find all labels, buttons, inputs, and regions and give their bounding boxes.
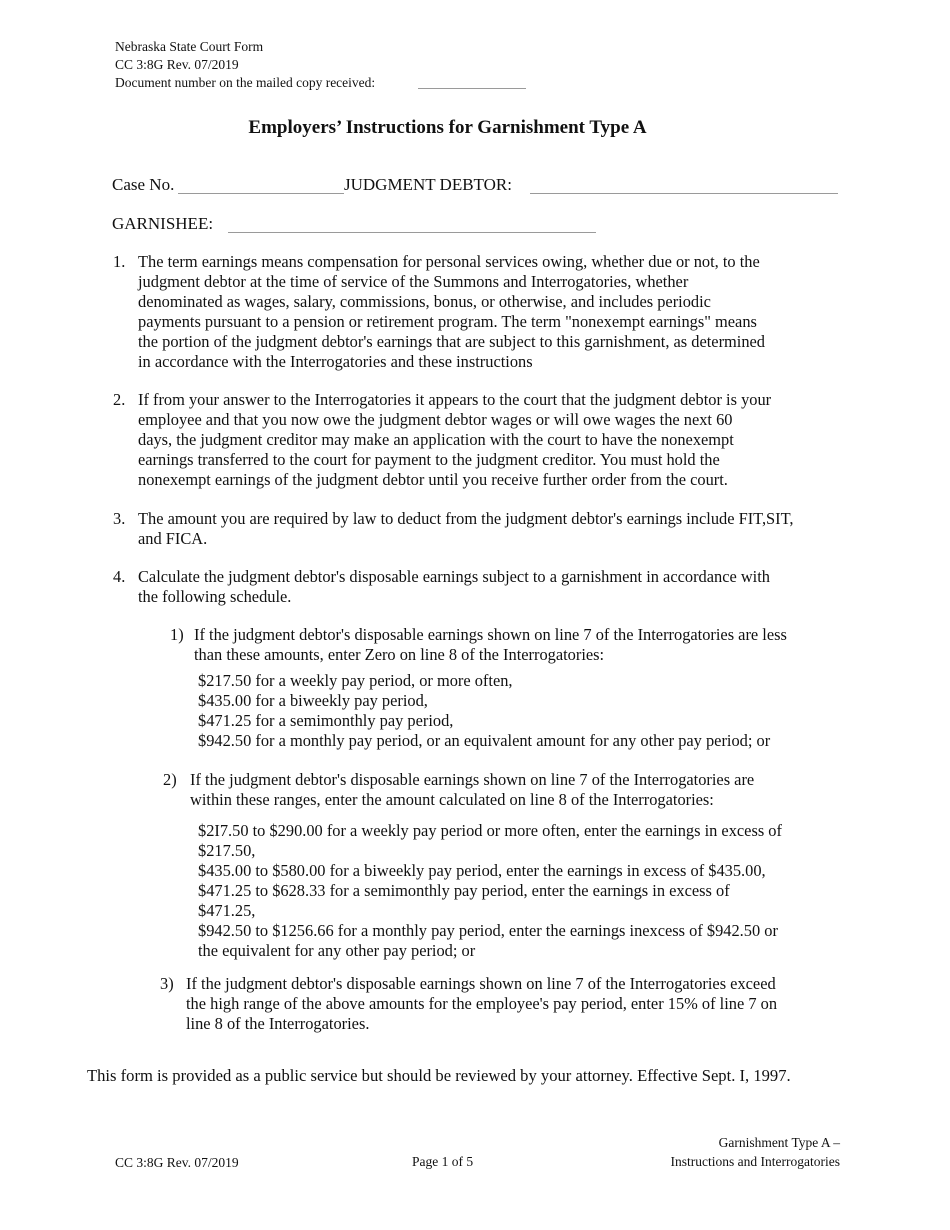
schedule-line: If the judgment debtor's disposable earnings shown on line 7 of the Interrogatories are bbox=[190, 770, 755, 789]
doc-number-field[interactable] bbox=[418, 88, 526, 89]
schedule-number: 3) bbox=[160, 974, 174, 993]
item-line: the portion of the judgment debtor's earnings that are subject to this garnishment, as determined bbox=[138, 332, 766, 351]
item-number: 2. bbox=[113, 390, 126, 409]
item-line: If from your answer to the Interrogatories it appears to the court that the judgment debtor is your bbox=[138, 390, 772, 409]
schedule-line: within these ranges, enter the amount calculated on line 8 of the Interrogatories: bbox=[190, 790, 714, 809]
item-line: The amount you are required by law to deduct from the judgment debtor's earnings include FIT,SIT, bbox=[138, 509, 794, 528]
schedule-line: than these amounts, enter Zero on line 8 of the Interrogatories: bbox=[194, 645, 605, 664]
garnishee-field[interactable] bbox=[228, 232, 596, 233]
item-number: 1. bbox=[113, 252, 126, 271]
schedule-line: If the judgment debtor's disposable earnings shown on line 7 of the Interrogatories are less bbox=[194, 625, 787, 644]
schedule-number: 1) bbox=[170, 625, 184, 644]
schedule-amount: $435.00 to $580.00 for a biweekly pay period, enter the earnings in excess of $435.00, bbox=[198, 861, 766, 880]
footer-doc-title-line2: Instructions and Interrogatories bbox=[670, 1154, 840, 1169]
header-doc-number-label: Document number on the mailed copy received: bbox=[115, 75, 376, 90]
item-line: and FICA. bbox=[138, 529, 208, 548]
schedule-number: 2) bbox=[163, 770, 177, 789]
judgment-debtor-field[interactable] bbox=[530, 193, 838, 194]
footer-doc-title-line1: Garnishment Type A – bbox=[718, 1135, 840, 1150]
item-line: in accordance with the Interrogatories and these instructions bbox=[138, 352, 533, 371]
schedule-amount: $471.25, bbox=[198, 901, 256, 920]
item-line: denominated as wages, salary, commissions, bonus, or otherwise, and includes periodic bbox=[138, 292, 711, 311]
item-line: The term earnings means compensation for personal services owing, whether due or not, to the bbox=[138, 252, 760, 271]
schedule-amount: $471.25 for a semimonthly pay period, bbox=[198, 711, 454, 730]
item-line: Calculate the judgment debtor's disposable earnings subject to a garnishment in accordance with bbox=[138, 567, 770, 586]
item-number: 4. bbox=[113, 567, 126, 586]
item-number: 3. bbox=[113, 509, 126, 528]
schedule-amount: $435.00 for a biweekly pay period, bbox=[198, 691, 428, 710]
garnishee-label: GARNISHEE: bbox=[112, 214, 214, 233]
footer-form-code: CC 3:8G Rev. 07/2019 bbox=[115, 1155, 239, 1170]
judgment-debtor-label: JUDGMENT DEBTOR: bbox=[344, 175, 512, 194]
item-line: payments pursuant to a pension or retirement program. The term "nonexempt earnings" means bbox=[138, 312, 757, 331]
item-line: nonexempt earnings of the judgment debtor until you receive further order from the court. bbox=[138, 470, 728, 489]
header-court-form: Nebraska State Court Form bbox=[115, 39, 264, 54]
schedule-amount: $942.50 for a monthly pay period, or an equivalent amount for any other pay period; or bbox=[198, 731, 771, 750]
case-no-label: Case No. bbox=[112, 175, 175, 194]
item-line: employee and that you now owe the judgment debtor wages or will owe wages the next 60 bbox=[138, 410, 733, 429]
page-title: Employers’ Instructions for Garnishment Type A bbox=[248, 117, 647, 138]
header-form-code: CC 3:8G Rev. 07/2019 bbox=[115, 57, 239, 72]
schedule-amount: $217.50, bbox=[198, 841, 256, 860]
schedule-amount: $471.25 to $628.33 for a semimonthly pay period, enter the earnings in excess of bbox=[198, 881, 730, 900]
schedule-line: If the judgment debtor's disposable earnings shown on line 7 of the Interrogatories exceed bbox=[186, 974, 776, 993]
footer-page-number: Page 1 of 5 bbox=[412, 1154, 474, 1169]
schedule-amount: $217.50 for a weekly pay period, or more often, bbox=[198, 671, 513, 690]
item-line: judgment debtor at the time of service of the Summons and Interrogatories, whether bbox=[138, 272, 689, 291]
schedule-amount: $942.50 to $1256.66 for a monthly pay period, enter the earnings inexcess of $942.50 or bbox=[198, 921, 778, 940]
schedule-line: line 8 of the Interrogatories. bbox=[186, 1014, 370, 1033]
item-line: days, the judgment creditor may make an application with the court to have the nonexempt bbox=[138, 430, 734, 449]
schedule-amount: the equivalent for any other pay period; or bbox=[198, 941, 476, 960]
item-line: earnings transferred to the court for payment to the judgment creditor. You must hold the bbox=[138, 450, 720, 469]
case-no-field[interactable] bbox=[178, 193, 344, 194]
disclaimer: This form is provided as a public service but should be reviewed by your attorney. Effective Sept. I, 1997. bbox=[87, 1066, 791, 1085]
schedule-amount: $2I7.50 to $290.00 for a weekly pay period or more often, enter the earnings in excess of bbox=[198, 821, 782, 840]
item-line: the following schedule. bbox=[138, 587, 292, 606]
schedule-line: the high range of the above amounts for the employee's pay period, enter 15% of line 7 on bbox=[186, 994, 778, 1013]
